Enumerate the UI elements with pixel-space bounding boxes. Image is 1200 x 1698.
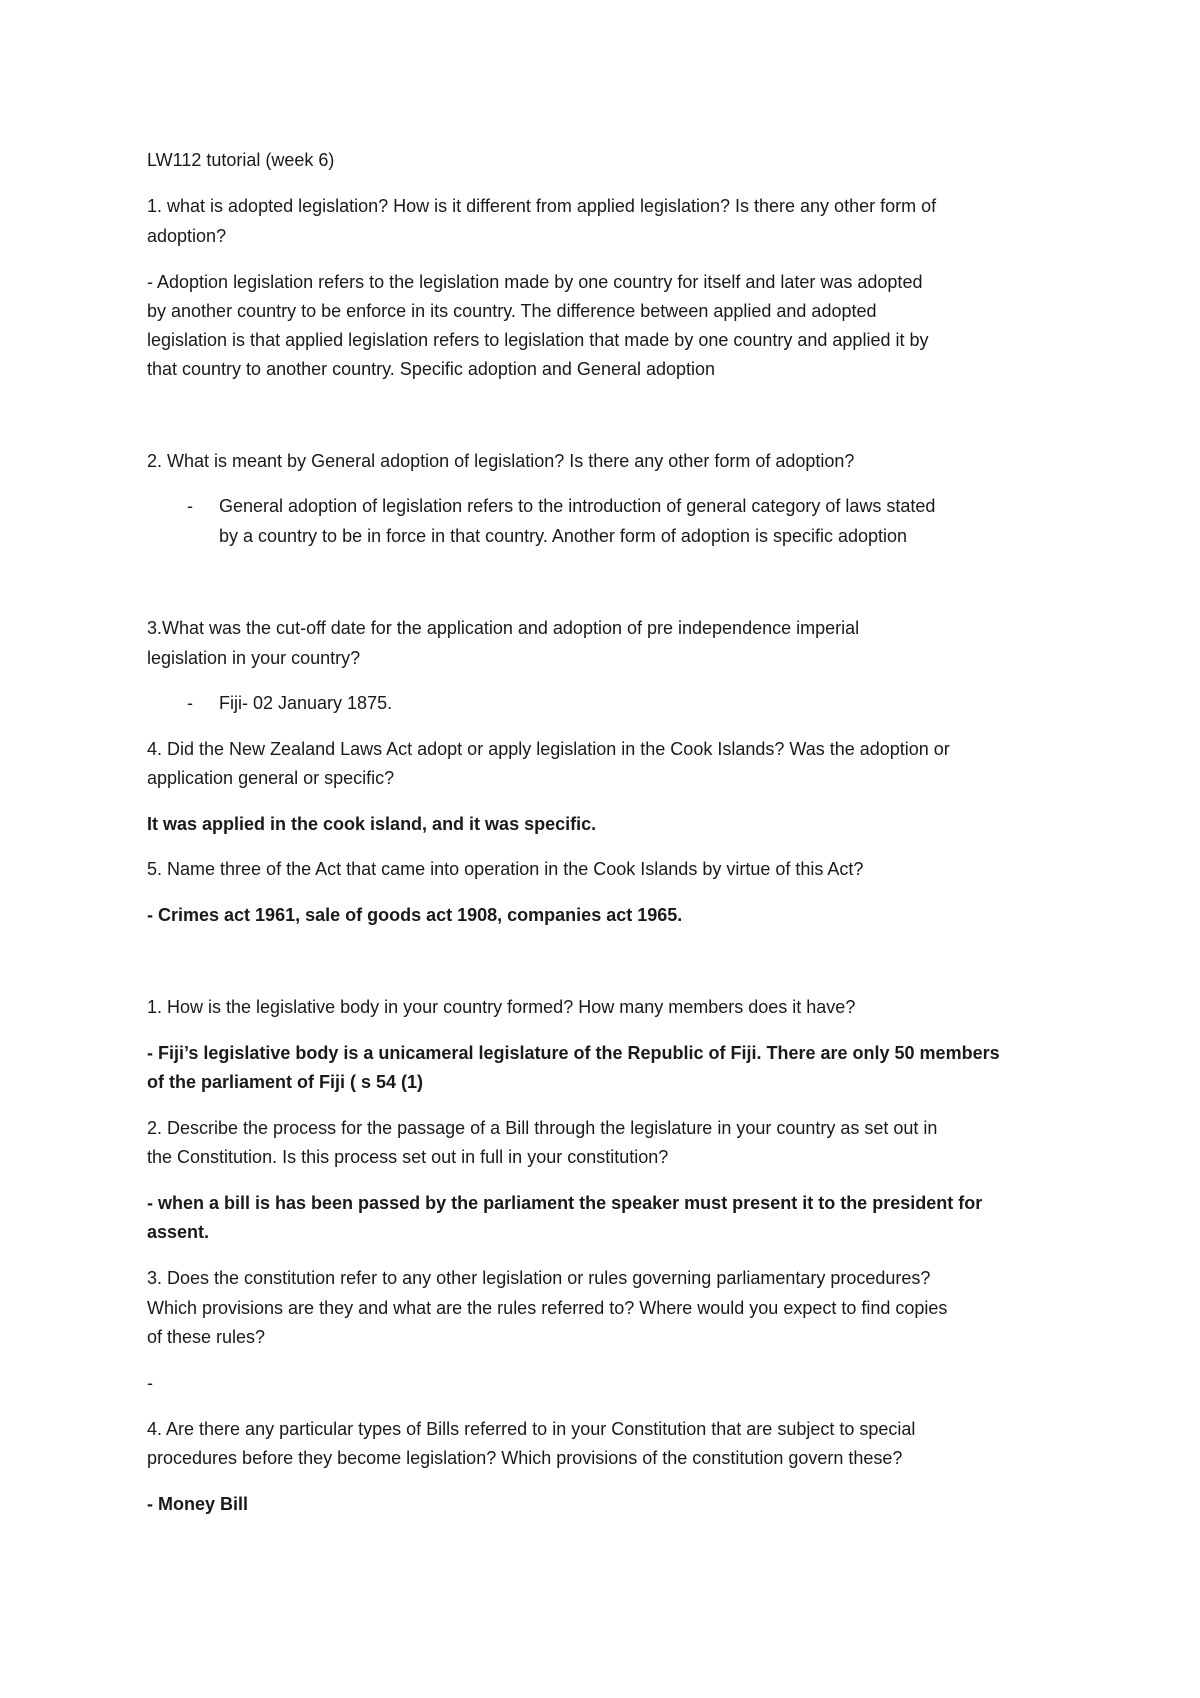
q3-question-line-1: 3.What was the cut-off date for the application and adoption of pre independence imperial — [147, 618, 860, 638]
p2q3-question-line-2: Which provisions are they and what are the rules referred to? Where would you expect to find copies — [147, 1298, 948, 1318]
p2q3-question-line-3: of these rules? — [147, 1327, 266, 1347]
q2-bullet-dash: - — [187, 496, 193, 516]
q2-answer-line-1: General adoption of legislation refers to the introduction of general category of laws stated — [219, 496, 936, 516]
q4-question-line-2: application general or specific? — [147, 768, 395, 788]
p2q3-question-line-1: 3. Does the constitution refer to any other legislation or rules governing parliamentary procedures? — [147, 1268, 931, 1288]
q1-question-line-2: adoption? — [147, 226, 227, 246]
p2q4-answer: - Money Bill — [147, 1494, 249, 1514]
p2q1-answer-line-2: of the parliament of Fiji ( s 54 (1) — [147, 1072, 424, 1092]
p2q3-answer: - — [147, 1373, 153, 1393]
q5-answer: - Crimes act 1961, sale of goods act 1908, companies act 1965. — [147, 905, 683, 925]
q4-answer: It was applied in the cook island, and it was specific. — [147, 814, 597, 834]
p2q1-answer-line-1: - Fiji’s legislative body is a unicameral legislature of the Republic of Fiji. There are only 50 members — [147, 1043, 1000, 1063]
q3-question-line-2: legislation in your country? — [147, 648, 361, 668]
p2q2-answer-line-1: - when a bill is has been passed by the parliament the speaker must present it to the president for — [147, 1193, 983, 1213]
p2q2-answer-line-2: assent. — [147, 1222, 210, 1242]
q2-question: 2. What is meant by General adoption of legislation? Is there any other form of adoption? — [147, 451, 855, 471]
document-title: LW112 tutorial (week 6) — [147, 150, 335, 170]
p2q1-question: 1. How is the legislative body in your country formed? How many members does it have? — [147, 997, 856, 1017]
p2q2-question-line-2: the Constitution. Is this process set out in full in your constitution? — [147, 1147, 669, 1167]
q1-answer-line-4: that country to another country. Specific adoption and General adoption — [147, 359, 716, 379]
p2q4-question-line-1: 4. Are there any particular types of Bills referred to in your Constitution that are subject to special — [147, 1419, 916, 1439]
q3-bullet-dash: - — [187, 693, 193, 713]
q1-question-line-1: 1. what is adopted legislation? How is it different from applied legislation? Is there any other form of — [147, 196, 937, 216]
q1-answer-line-2: by another country to be enforce in its country. The difference between applied and adopted — [147, 301, 877, 321]
q5-question: 5. Name three of the Act that came into operation in the Cook Islands by virtue of this Act? — [147, 859, 864, 879]
q3-answer: Fiji- 02 January 1875. — [219, 693, 393, 713]
q1-answer-line-3: legislation is that applied legislation refers to legislation that made by one country and applied it by — [147, 330, 929, 350]
q4-question-line-1: 4. Did the New Zealand Laws Act adopt or apply legislation in the Cook Islands? Was the adoption or — [147, 739, 950, 759]
p2q4-question-line-2: procedures before they become legislation? Which provisions of the constitution govern these? — [147, 1448, 903, 1468]
q1-answer-line-1: - Adoption legislation refers to the legislation made by one country for itself and later was adopted — [147, 272, 923, 292]
q2-answer-line-2: by a country to be in force in that country. Another form of adoption is specific adoption — [219, 526, 908, 546]
p2q2-question-line-1: 2. Describe the process for the passage of a Bill through the legislature in your country as set out in — [147, 1118, 938, 1138]
